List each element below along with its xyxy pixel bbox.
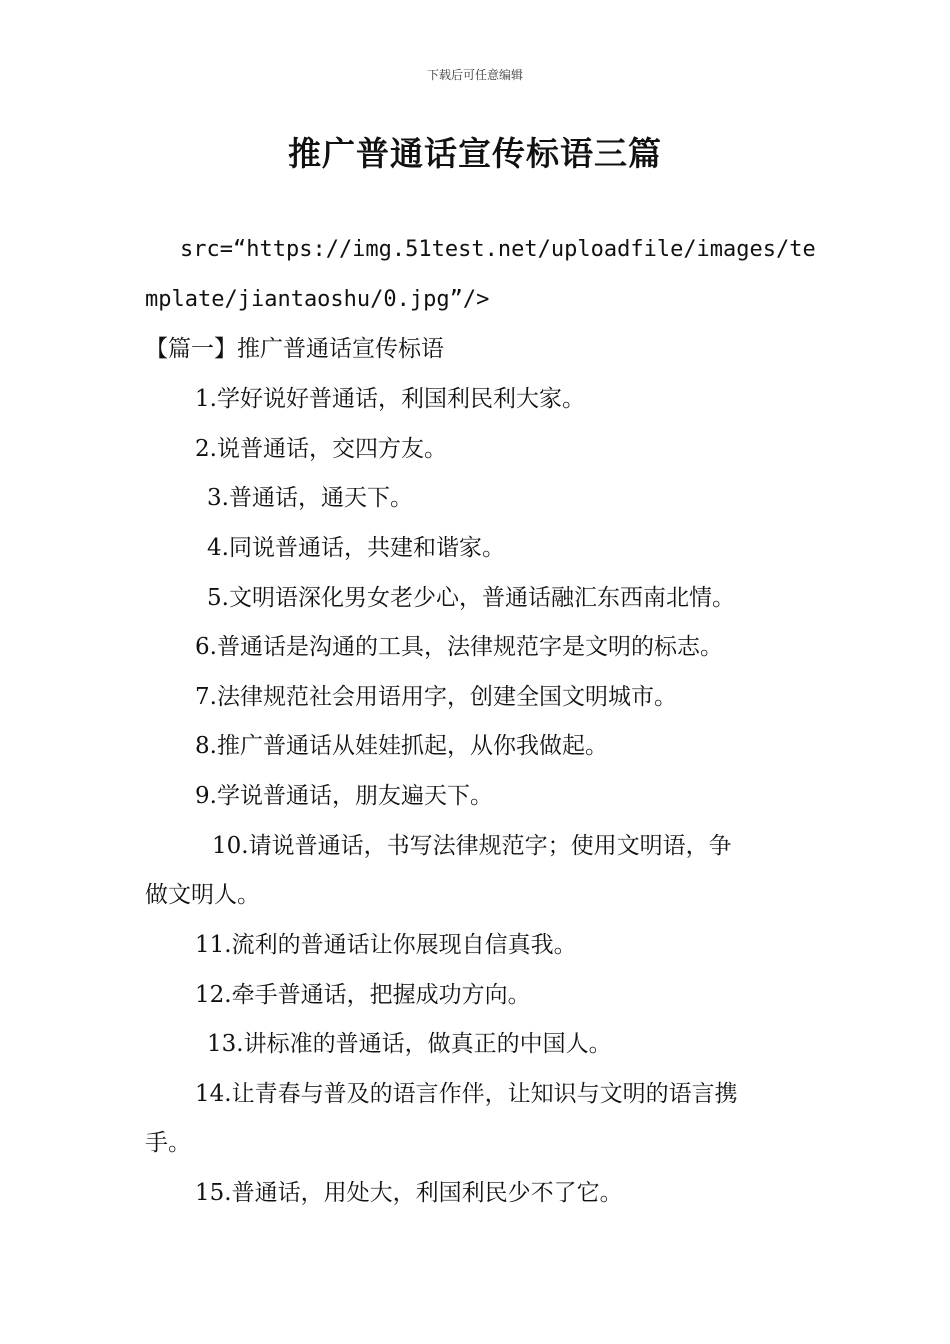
slogan-item-continuation: 手。 xyxy=(145,1130,191,1156)
slogan-item-continuation: 做文明人。 xyxy=(145,882,260,908)
slogan-item: 13.讲标准的普通话，做真正的中国人。 xyxy=(207,1031,612,1057)
slogan-item: 4.同说普通话，共建和谐家。 xyxy=(207,535,505,561)
slogan-item: 14.让青春与普及的语言作伴，让知识与文明的语言携 xyxy=(195,1081,738,1107)
slogan-item: 3.普通话，通天下。 xyxy=(207,485,413,511)
slogan-item: 15.普通话，用处大，利国利民少不了它。 xyxy=(195,1180,623,1206)
slogan-item: 10.请说普通话，书写法律规范字；使用文明语，争 xyxy=(212,833,732,859)
src-text-line-2: mplate/jiantaoshu/0.jpg”/> xyxy=(145,287,490,312)
slogan-item: 5.文明语深化男女老少心，普通话融汇东西南北情。 xyxy=(207,585,735,611)
slogan-item: 12.牵手普通话，把握成功方向。 xyxy=(195,982,531,1008)
slogan-item: 8.推广普通话从娃娃抓起，从你我做起。 xyxy=(195,733,608,759)
src-text-line-1: src=“https://img.51test.net/uploadfile/images/te xyxy=(180,237,816,262)
slogan-item: 6.普通话是沟通的工具，法律规范字是文明的标志。 xyxy=(195,634,723,660)
slogan-item: 2.说普通话，交四方友。 xyxy=(195,436,447,462)
slogan-item: 1.学好说好普通话，利国利民利大家。 xyxy=(195,386,585,412)
slogan-item: 7.法律规范社会用语用字，创建全国文明城市。 xyxy=(195,684,677,710)
document-title: 推广普通话宣传标语三篇 xyxy=(288,134,662,173)
header-note: 下载后可任意编辑 xyxy=(426,68,523,82)
slogan-item: 11.流利的普通话让你展现自信真我。 xyxy=(195,932,577,958)
section-heading: 【篇一】推广普通话宣传标语 xyxy=(145,336,444,362)
slogan-item: 9.学说普通话，朋友遍天下。 xyxy=(195,783,493,809)
